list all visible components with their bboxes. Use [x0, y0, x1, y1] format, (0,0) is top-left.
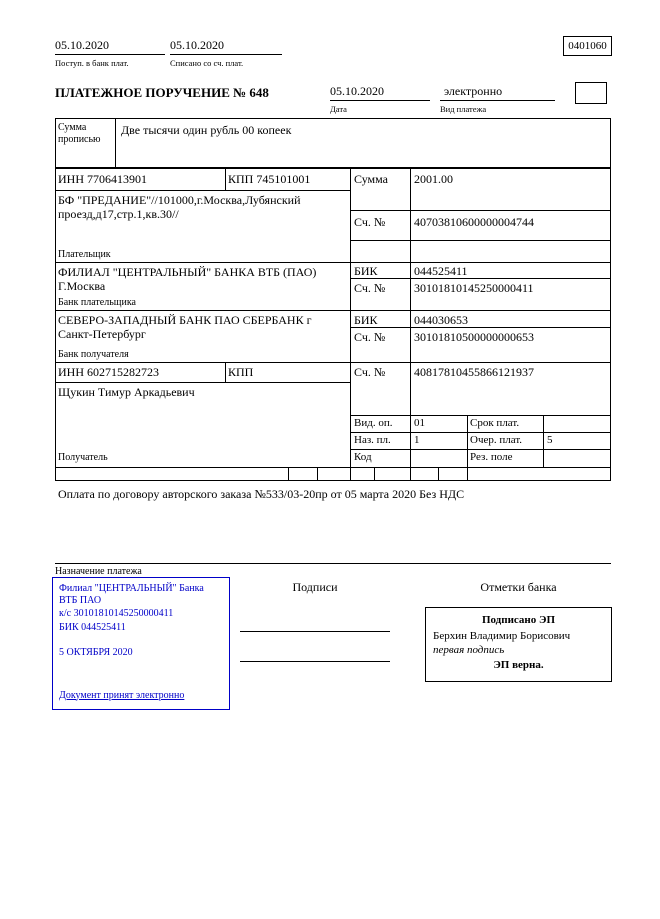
payer-bank-bik-label: БИК	[354, 264, 378, 278]
code-label: Код	[354, 451, 372, 463]
table-line	[350, 210, 611, 211]
payment-kind-label: Вид платежа	[440, 104, 487, 114]
payer-bank-name: ФИЛИАЛ "ЦЕНТРАЛЬНЫЙ" БАНКА ВТБ (ПАО) Г.Москва	[58, 265, 317, 294]
beneficiary-bank-bik: 044030653	[414, 313, 468, 327]
payer-bank-account: 30101810145250000411	[414, 281, 534, 295]
document-date-label: Дата	[330, 104, 347, 114]
payer-name: БФ "ПРЕДАНИЕ"//101000,г.Москва,Лубянский проезд,д17,стр.1,кв.30//	[58, 193, 301, 222]
received-date: 05.10.2020	[55, 38, 165, 55]
payer-account-label: Сч. №	[354, 215, 386, 229]
debited-date: 05.10.2020	[170, 38, 282, 55]
ep-valid-label: ЭП верна.	[493, 658, 544, 671]
table-line	[288, 467, 289, 480]
table-line	[350, 432, 611, 433]
beneficiary-account: 40817810455866121937	[414, 365, 534, 379]
beneficiary-kpp-label: КПП	[228, 365, 254, 379]
beneficiary-bank-account-label: Сч. №	[354, 330, 386, 344]
purpose-code-label: Наз. пл.	[354, 434, 391, 446]
beneficiary-bank-label: Банк получателя	[58, 349, 129, 360]
document-date: 05.10.2020	[330, 84, 430, 101]
amount-in-words: Две тысячи один рубль 00 копеек	[121, 123, 292, 137]
ep-signature-kind: первая подпись	[433, 644, 505, 657]
divider	[115, 118, 116, 168]
stamp-bank-name: Филиал "ЦЕНТРАЛЬНЫЙ" Банка ВТБ ПАО	[59, 583, 204, 606]
table-line	[55, 382, 350, 383]
stamp-status: Документ принят электронно	[59, 689, 185, 701]
table-line	[350, 168, 351, 480]
amount-value: 2001.00	[414, 172, 453, 186]
bank-marks-label: Отметки банка	[480, 580, 557, 594]
table-line	[55, 190, 350, 191]
table-line	[225, 168, 226, 190]
ep-signer-name: Берхин Владимир Борисович	[433, 630, 571, 643]
beneficiary-bank-bik-label: БИК	[354, 313, 378, 327]
form-code-box: 0401060	[563, 36, 612, 56]
table-line	[55, 563, 611, 564]
table-line	[610, 168, 611, 480]
table-line	[55, 310, 611, 311]
table-line	[55, 467, 611, 468]
table-line	[55, 262, 611, 263]
op-kind-value: 01	[414, 417, 425, 429]
payer-bank-bik: 044525411	[414, 264, 468, 278]
bank-stamp	[52, 577, 230, 710]
stamp-corr-account: к/с 30101810145250000411	[59, 608, 174, 619]
priority-value: 5	[547, 434, 553, 446]
table-line	[467, 415, 468, 480]
table-line	[410, 168, 411, 480]
payer-inn: ИНН 7706413901	[58, 172, 147, 186]
signature-line	[240, 661, 390, 662]
beneficiary-label: Получатель	[58, 452, 108, 463]
table-line	[350, 240, 611, 241]
payment-kind: электронно	[440, 84, 555, 101]
payer-bank-account-label: Сч. №	[354, 281, 386, 295]
signatures-label: Подписи	[292, 580, 338, 594]
table-line	[350, 449, 611, 450]
table-line	[55, 362, 611, 363]
table-line	[55, 168, 56, 480]
beneficiary-inn: ИНН 602715282723	[58, 365, 159, 379]
table-line	[438, 467, 439, 480]
table-line	[55, 168, 611, 169]
ep-signed-label: Подписано ЭП	[481, 614, 556, 626]
op-kind-label: Вид. оп.	[354, 417, 393, 429]
beneficiary-bank-account: 30101810500000000653	[414, 330, 534, 344]
table-line	[317, 467, 318, 480]
table-line	[350, 327, 611, 328]
payer-kpp: КПП 745101001	[228, 172, 311, 186]
purpose-code-value: 1	[414, 434, 420, 446]
amount-label: Сумма	[354, 172, 388, 186]
beneficiary-name: Щукин Тимур Аркадьевич	[58, 385, 195, 399]
priority-label: Очер. плат.	[470, 434, 523, 446]
payer-bank-label: Банк плательщика	[58, 297, 136, 308]
received-date-label: Поступ. в банк плат.	[55, 58, 129, 68]
signature-line	[240, 631, 390, 632]
stamp-bik: БИК 044525411	[59, 621, 126, 633]
table-line	[225, 362, 226, 382]
beneficiary-account-label: Сч. №	[354, 365, 386, 379]
ep-signature-box	[425, 607, 612, 682]
table-line	[543, 415, 544, 467]
reserve-field-label: Рез. поле	[470, 451, 513, 463]
payment-purpose-label: Назначение платежа	[55, 566, 142, 577]
table-line	[350, 415, 611, 416]
stamp-date: 5 ОКТЯБРЯ 2020	[59, 647, 133, 658]
payment-purpose-text: Оплата по договору авторского заказа №533/03-20пр от 05 марта 2020 Без НДС	[58, 487, 465, 501]
table-line	[374, 467, 375, 480]
payer-account: 40703810600000004744	[414, 215, 534, 229]
debited-date-label: Списано со сч. плат.	[170, 58, 244, 68]
beneficiary-bank-name: СЕВЕРО-ЗАПАДНЫЙ БАНК ПАО СБЕРБАНК г Санкт-Петербург	[58, 313, 312, 342]
priority-box	[575, 82, 607, 104]
amount-words-label: Сумма прописью	[58, 122, 101, 145]
pay-term-label: Срок плат.	[470, 417, 520, 429]
document-title: ПЛАТЕЖНОЕ ПОРУЧЕНИЕ № 648	[55, 85, 269, 100]
payer-label: Плательщик	[58, 249, 111, 260]
table-line	[350, 278, 611, 279]
table-line	[55, 480, 611, 481]
